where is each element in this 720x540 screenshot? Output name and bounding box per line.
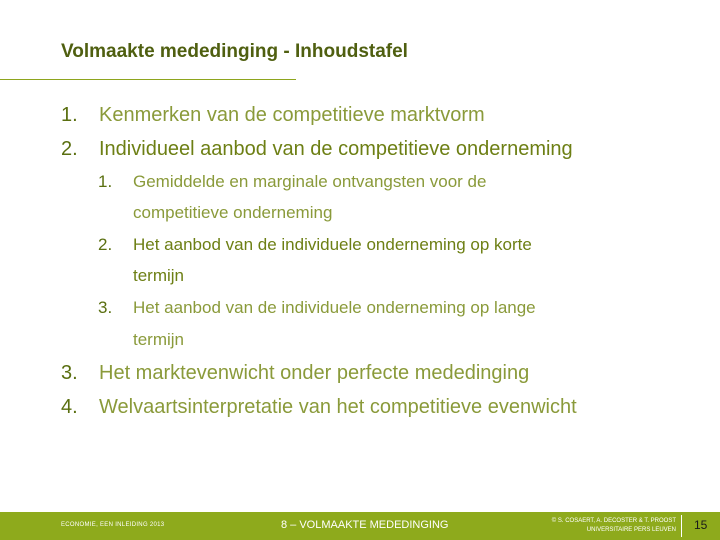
toc-subitem-number: 1. bbox=[98, 172, 113, 191]
toc-item-text: Het marktevenwicht onder perfecte mededinging bbox=[99, 362, 530, 384]
toc-subitem-continuation: termijn bbox=[133, 330, 185, 349]
toc-subitem-continuation: termijn bbox=[133, 266, 185, 285]
footer-separator bbox=[681, 515, 682, 537]
toc-subitem-number: 2. bbox=[98, 235, 113, 254]
toc-item-text: Kenmerken van de competitieve marktvorm bbox=[99, 104, 485, 126]
toc-subitem-text: Het aanbod van de individuele onderneming op lange bbox=[133, 298, 536, 317]
footer-copyright-authors: © S. COSAERT, A. DECOSTER & T. PROOST bbox=[551, 518, 676, 524]
slide-title: Volmaakte mededinging - Inhoudstafel bbox=[61, 41, 408, 62]
toc-item-text: Individueel aanbod van de competitieve onderneming bbox=[99, 138, 573, 160]
toc-subitem-text: Gemiddelde en marginale ontvangsten voor de bbox=[133, 172, 487, 191]
top-band bbox=[0, 0, 720, 22]
toc-subitem-continuation: competitieve onderneming bbox=[133, 203, 333, 222]
toc-subitem-text: Het aanbod van de individuele onderneming op korte bbox=[133, 235, 532, 254]
footer-course-title: ECONOMIE, EEN INLEIDING 2013 bbox=[61, 522, 165, 528]
page-number: 15 bbox=[694, 518, 708, 532]
footer-copyright bbox=[536, 517, 676, 535]
toc-item-number: 4. bbox=[61, 396, 78, 418]
toc-subitem-number: 3. bbox=[98, 298, 113, 317]
title-underline bbox=[0, 79, 296, 80]
footer-copyright-publisher: UNIVERSITAIRE PERS LEUVEN bbox=[586, 527, 676, 533]
toc-item-number: 1. bbox=[61, 104, 78, 126]
toc-item-number: 3. bbox=[61, 362, 78, 384]
slide-footer bbox=[0, 512, 720, 540]
footer-chapter-title: 8 – VOLMAAKTE MEDEDINGING bbox=[281, 519, 449, 531]
toc-item-number: 2. bbox=[61, 138, 78, 160]
toc-item-text: Welvaartsinterpretatie van het competitieve evenwicht bbox=[99, 396, 577, 418]
